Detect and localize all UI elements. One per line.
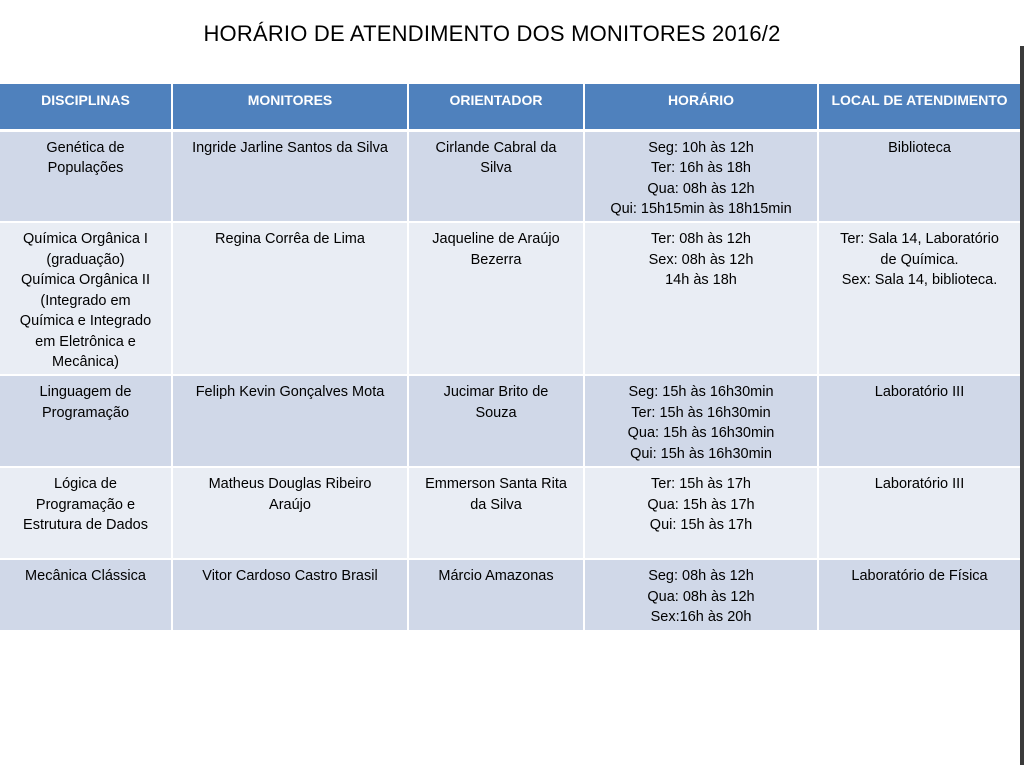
cell-monitor: [172, 222, 408, 375]
cell-horario-line: Qua: 08h às 12h: [647, 588, 755, 605]
cell-horario: [584, 467, 818, 559]
cell-monitor: [172, 375, 408, 467]
header-monitores: MONITORES: [172, 84, 408, 130]
schedule-table: [0, 84, 1020, 632]
cell-monitor: [172, 559, 408, 631]
cell-orientador-line: Márcio Amazonas: [438, 568, 554, 584]
cell-disciplina-line: (Integrado em: [40, 292, 131, 309]
cell-disciplina-line: Genética de: [46, 139, 125, 156]
cell-local-line: Ter: Sala 14, Laboratório: [840, 231, 999, 247]
cell-disciplina: [0, 222, 172, 375]
cell-monitor-line: Ingride Jarline Santos da Silva: [192, 139, 388, 156]
cell-disciplina: [0, 559, 172, 631]
cell-horario: [584, 130, 818, 222]
cell-horario-line: Ter: 16h às 18h: [651, 160, 751, 176]
cell-local-line: Laboratório III: [874, 384, 965, 400]
cell-local: [818, 130, 1020, 222]
page-title: HORÁRIO DE ATENDIMENTO DOS MONITORES 2016/2: [203, 21, 781, 46]
cell-disciplina: [0, 467, 172, 559]
cell-horario-line: Seg: 15h às 16h30min: [628, 384, 774, 400]
cell-orientador-line: Silva: [480, 160, 512, 176]
cell-horario-line: Ter: 15h às 16h30min: [631, 404, 771, 421]
slide-edge-divider: [1020, 46, 1024, 765]
cell-disciplina-line: Linguagem de: [39, 384, 132, 400]
cell-monitor-line: Regina Corrêa de Lima: [215, 231, 365, 247]
cell-horario-line: Sex:16h às 20h: [650, 609, 752, 625]
table-row: [0, 130, 1020, 222]
header-disciplinas: DISCIPLINAS: [0, 84, 172, 130]
cell-monitor: [172, 467, 408, 559]
cell-disciplina-line: em Eletrônica e: [35, 333, 136, 350]
cell-disciplina: [0, 375, 172, 467]
header-horario: HORÁRIO: [584, 84, 818, 130]
cell-disciplina-line: Química Orgânica I: [23, 231, 148, 247]
cell-local-line: Sex: Sala 14, biblioteca.: [841, 272, 998, 288]
cell-orientador: [408, 375, 584, 467]
cell-horario: [584, 559, 818, 631]
cell-orientador-line: Souza: [475, 404, 517, 421]
cell-orientador-line: Bezerra: [470, 251, 522, 268]
cell-local: [818, 559, 1020, 631]
cell-horario-line: Qua: 08h às 12h: [647, 180, 755, 197]
cell-horario-line: 14h às 18h: [665, 272, 737, 288]
table-row: [0, 375, 1020, 467]
cell-local-line: de Química.: [880, 251, 959, 268]
header-orientador: ORIENTADOR: [408, 84, 584, 130]
cell-local: [818, 375, 1020, 467]
cell-local: [818, 467, 1020, 559]
cell-horario-line: Ter: 15h às 17h: [651, 476, 751, 492]
cell-horario-line: Qui: 15h às 17h: [649, 517, 753, 533]
cell-disciplina-line: Mecânica): [52, 354, 119, 370]
cell-orientador-line: Jaqueline de Araújo: [432, 231, 560, 247]
cell-local-line: Biblioteca: [888, 139, 951, 156]
cell-local: [818, 222, 1020, 375]
table-header-row: [0, 84, 1020, 130]
cell-disciplina-line: Lógica de: [54, 476, 117, 492]
cell-horario-line: Qua: 15h às 16h30min: [627, 425, 775, 441]
cell-horario: [584, 222, 818, 375]
cell-orientador: [408, 222, 584, 375]
cell-local-line: Laboratório III: [874, 476, 965, 492]
cell-horario-line: Seg: 10h às 12h: [648, 139, 754, 156]
cell-horario-line: Qua: 15h às 17h: [647, 496, 755, 513]
table-row: [0, 222, 1020, 375]
table-row: [0, 559, 1020, 631]
cell-disciplina-line: Química Orgânica II: [21, 272, 150, 288]
cell-monitor-line: Vitor Cardoso Castro Brasil: [202, 568, 378, 584]
cell-orientador: [408, 130, 584, 222]
cell-orientador-line: Jucimar Brito de: [443, 384, 549, 400]
cell-monitor-line: Feliph Kevin Gonçalves Mota: [195, 384, 385, 400]
table-row: [0, 467, 1020, 559]
cell-disciplina-line: Programação e: [35, 496, 136, 513]
cell-monitor-line: Matheus Douglas Ribeiro: [208, 476, 372, 492]
cell-monitor-line: Araújo: [269, 496, 311, 513]
cell-horario-line: Seg: 08h às 12h: [648, 568, 754, 584]
header-local: LOCAL DE ATENDIMENTO: [818, 84, 1020, 130]
cell-disciplina: [0, 130, 172, 222]
cell-orientador: [408, 467, 584, 559]
cell-disciplina-line: Mecânica Clássica: [25, 568, 146, 584]
cell-horario-line: Qui: 15h15min às 18h15min: [610, 201, 792, 217]
cell-horario-line: Ter: 08h às 12h: [651, 231, 751, 247]
cell-disciplina-line: Química e Integrado: [19, 313, 152, 329]
cell-horario-line: Qui: 15h às 16h30min: [630, 445, 772, 462]
cell-disciplina-line: (graduação): [46, 251, 125, 268]
cell-disciplina-line: Populações: [47, 160, 124, 176]
cell-disciplina-line: Programação: [41, 404, 130, 421]
cell-orientador-line: Cirlande Cabral da: [435, 139, 557, 156]
cell-orientador-line: da Silva: [470, 496, 522, 513]
cell-monitor: [172, 130, 408, 222]
cell-horario: [584, 375, 818, 467]
cell-local-line: Laboratório de Física: [851, 568, 988, 584]
cell-orientador: [408, 559, 584, 631]
cell-horario-line: Sex: 08h às 12h: [648, 251, 754, 268]
cell-disciplina-line: Estrutura de Dados: [23, 517, 148, 533]
cell-orientador-line: Emmerson Santa Rita: [425, 476, 567, 492]
